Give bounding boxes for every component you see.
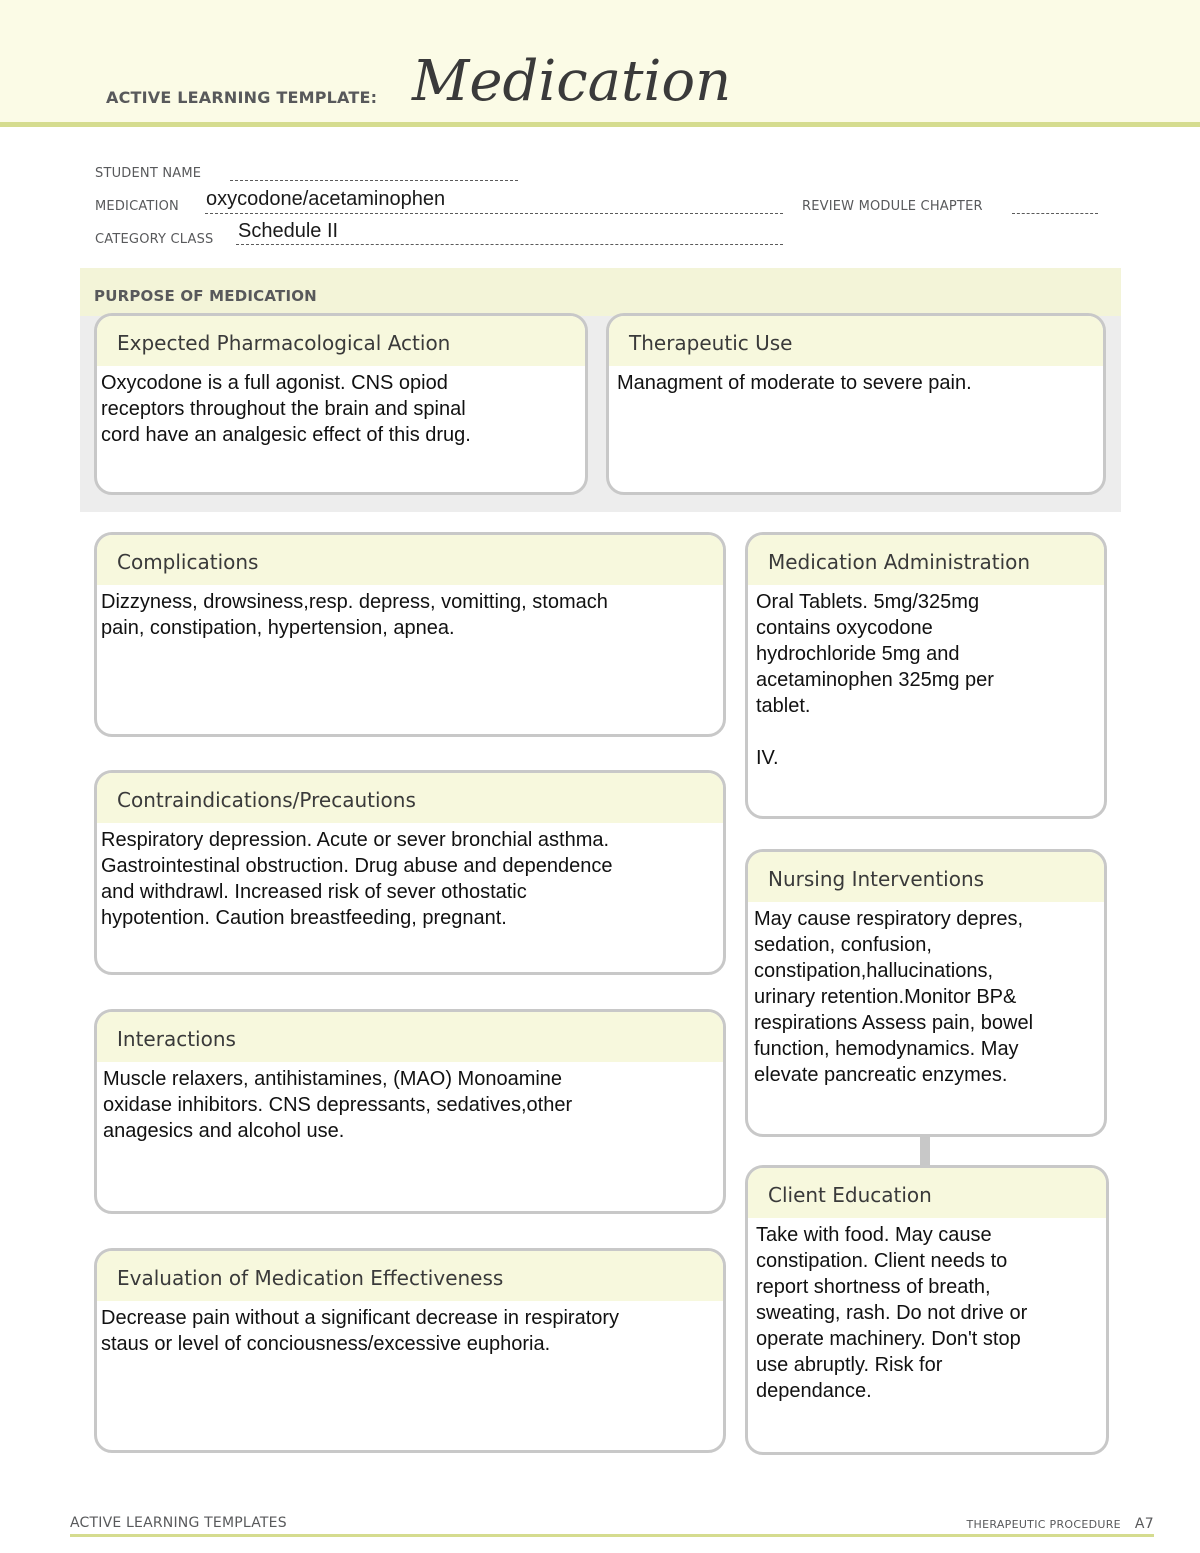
student-name-label: STUDENT NAME <box>95 166 202 181</box>
evaluation-box <box>94 1248 726 1453</box>
administration-title: Medication Administration <box>748 535 1104 585</box>
review-module-line[interactable] <box>1012 213 1098 214</box>
administration-text[interactable]: Oral Tablets. 5mg/325mg contains oxycodone hydrochloride 5mg and acetaminophen 325mg per tablet. IV. <box>756 591 994 769</box>
nursing-interventions-text[interactable]: May cause respiratory depres, sedation, confusion, constipation,hallucinations, urinary retention.Monitor BP& respirations Assess pain, bowel function, hemodynamics. May elevate pancreatic enzymes. <box>754 908 1034 1086</box>
medication-value[interactable]: oxycodone/acetaminophen <box>206 188 446 210</box>
nursing-interventions-title: Nursing Interventions <box>748 852 1104 902</box>
student-name-line[interactable] <box>230 180 518 181</box>
therapeutic-use-text[interactable]: Managment of moderate to severe pain. <box>617 372 972 394</box>
therapeutic-use-title: Therapeutic Use <box>609 316 1103 366</box>
expected-action-title: Expected Pharmacological Action <box>97 316 585 366</box>
purpose-label: PURPOSE OF MEDICATION <box>94 287 317 305</box>
complications-box <box>94 532 726 737</box>
interactions-box <box>94 1009 726 1214</box>
nursing-interventions-box <box>745 849 1107 1137</box>
connector-line <box>920 1135 930 1167</box>
interactions-text[interactable]: Muscle relaxers, antihistamines, (MAO) Monoamine oxidase inhibitors. CNS depressants, sedatives,other anagesics and alcohol use. <box>103 1068 573 1142</box>
footer-left-label: ACTIVE LEARNING TEMPLATES <box>70 1515 287 1531</box>
complications-title: Complications <box>97 535 723 585</box>
footer-rule <box>70 1534 1154 1537</box>
client-education-title: Client Education <box>748 1168 1106 1218</box>
evaluation-title: Evaluation of Medication Effectiveness <box>97 1251 723 1301</box>
page-number: A7 <box>1134 1516 1154 1532</box>
contraindications-text[interactable]: Respiratory depression. Acute or sever bronchial asthma. Gastrointestinal obstruction. Drug abuse and dependence and withdrawl. Increased risk of sever othostatic hypotention. Caution breastfeeding, pregnant. <box>101 829 613 929</box>
expected-action-box <box>94 313 588 495</box>
client-education-text[interactable]: Take with food. May cause constipation. Client needs to report shortness of breath, sweating, rash. Do not drive or operate machinery. Don't stop use abruptly. Risk for dependance. <box>756 1224 1028 1402</box>
medication-label: MEDICATION <box>95 199 179 214</box>
category-class-label: CATEGORY CLASS <box>95 232 214 247</box>
category-class-line[interactable] <box>236 244 783 245</box>
contraindications-title: Contraindications/Precautions <box>97 773 723 823</box>
footer-right <box>966 1516 1154 1532</box>
template-label: ACTIVE LEARNING TEMPLATE: <box>106 88 378 107</box>
category-class-value[interactable]: Schedule II <box>238 220 339 242</box>
complications-text[interactable]: Dizzyness, drowsiness,resp. depress, vomitting, stomach pain, constipation, hypertension, apnea. <box>101 591 608 639</box>
footer-right-label: THERAPEUTIC PROCEDURE <box>966 1518 1121 1531</box>
expected-action-text[interactable]: Oxycodone is a full agonist. CNS opiod receptors throughout the brain and spinal cord have an analgesic effect of this drug. <box>101 372 471 446</box>
evaluation-text[interactable]: Decrease pain without a significant decrease in respiratory staus or level of conciousness/excessive euphoria. <box>101 1307 620 1355</box>
interactions-title: Interactions <box>97 1012 723 1062</box>
header-rule <box>0 122 1200 127</box>
administration-box <box>745 532 1107 819</box>
review-module-label: REVIEW MODULE CHAPTER <box>802 199 983 214</box>
therapeutic-use-box <box>606 313 1106 495</box>
page-title: Medication <box>412 49 732 114</box>
client-education-box <box>745 1165 1109 1455</box>
medication-line[interactable] <box>205 213 783 214</box>
contraindications-box <box>94 770 726 975</box>
